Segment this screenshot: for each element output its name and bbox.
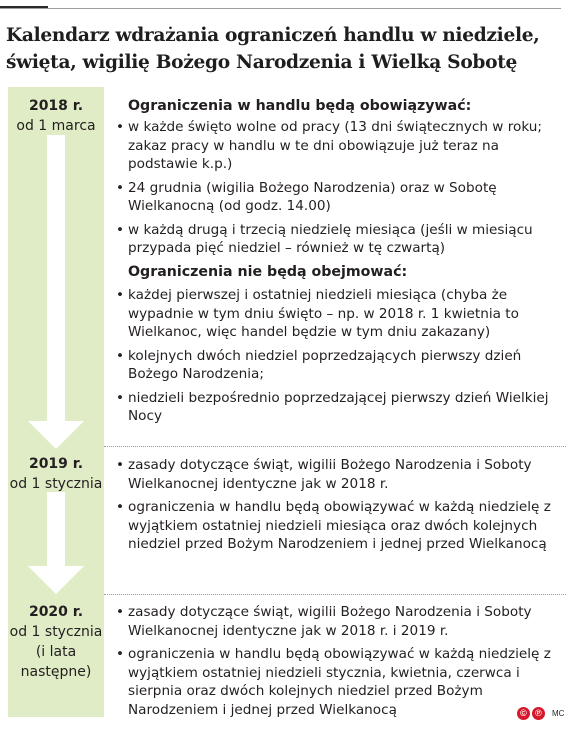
timeline-arrow-2-icon [28, 492, 84, 594]
section-heading-restrictions: Ograniczenia w handlu będą obowiązywać: [128, 98, 472, 114]
list-item: • kolejnych dwóch niedziel poprzedzających pierwszy dzień Bożego Narodzenia; [114, 347, 559, 384]
infographic-title: Kalendarz wdrażania ograniczeń handlu w niedziele, święta, wigilię Bożego Narodzenia i Wielką Sobotę [6, 25, 540, 73]
period-2018-label [8, 96, 104, 136]
list-item: • w każde święto wolne od pracy (13 dni świątecznych w roku; zakaz pracy w handlu w te dni obowiązuje już teraz na podstawie k.p.) [114, 118, 559, 174]
exceptions-list [114, 286, 559, 431]
section-divider [104, 446, 566, 447]
author-initials: MC [552, 709, 565, 718]
top-rule [0, 8, 561, 9]
period-2019-label [8, 454, 104, 494]
period-year: 2020 r. [28, 604, 84, 620]
list-item: • niedzieli bezpośrednio poprzedzającej pierwszy dzień Wielkiej Nocy [114, 389, 559, 426]
period-year: 2018 r. [28, 98, 84, 114]
list-item: • zasady dotyczące świąt, wigilii Bożego Narodzenia i Soboty Wielkanocnej identyczne jak w 2018 r. [114, 456, 559, 493]
timeline-arrow-1-icon [28, 135, 84, 449]
period-start: od 1 marca [16, 118, 96, 134]
period-start: od 1 stycznia [9, 624, 103, 640]
publisher-icon: ℗ [532, 707, 545, 720]
section-divider [104, 594, 566, 595]
rules-2020-list [114, 603, 559, 724]
period-2020-label [8, 602, 104, 682]
section-heading-exceptions: Ograniczenia nie będą obejmować: [128, 264, 408, 280]
period-note: (i lata następne) [20, 644, 92, 680]
list-item: • ograniczenia w handlu będą obowiązywać w każdą niedzielę z wyjątkiem ostatniej niedzieli miesiąca oraz dwóch kolejnych niedziel przed Bożym Narodzeniem i jednej przed Wielkanocą [114, 498, 559, 554]
list-item: • każdej pierwszej i ostatniej niedzieli miesiąca (chyba że wypadnie w tym dniu święto – np. w 2018 r. 1 kwietnia to Wielkanoc, więc handel będzie w tym dniu zakazany) [114, 286, 559, 342]
period-year: 2019 r. [28, 456, 84, 472]
restrictions-list [114, 118, 559, 263]
copyright-icon: © [517, 707, 530, 720]
list-item: • zasady dotyczące świąt, wigilii Bożego Narodzenia i Soboty Wielkanocnej identyczne jak w 2018 r. i 2019 r. [114, 603, 559, 640]
list-item: • 24 grudnia (wigilia Bożego Narodzenia) oraz w Sobotę Wielkanocną (od godz. 14.00) [114, 179, 559, 216]
credit-logo [517, 707, 564, 720]
list-item: • ograniczenia w handlu będą obowiązywać w każdą niedzielę z wyjątkiem ostatniej niedzieli stycznia, kwietnia, czerwca i sierpnia oraz dwóch kolejnych niedziel przed Bożym Narodzeniem i jednej przed Wielkanocą [114, 645, 559, 719]
period-start: od 1 stycznia [9, 476, 103, 492]
list-item: • w każdą drugą i trzecią niedzielę miesiąca (jeśli w miesiącu przypada pięć niedziel – również w tę czwartą) [114, 221, 559, 258]
rules-2019-list [114, 456, 559, 559]
